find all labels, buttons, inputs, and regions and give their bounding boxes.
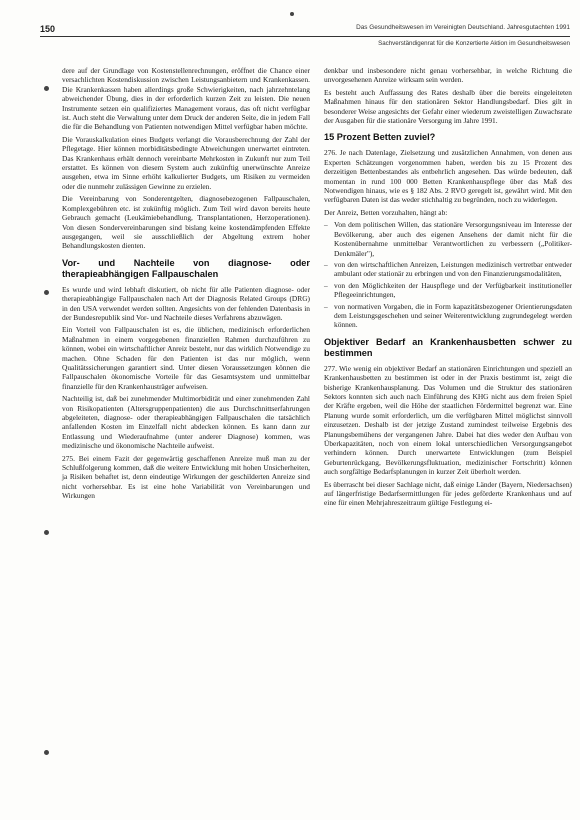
paragraph: Es besteht auch Auffassung des Rates deshalb über die bereits eingeleiteten Maßnahmen hinaus für den stationären Sektor Handlungsbedarf. Dies gilt in besonderer Weise angesichts der Gefahr einer wiederum zweistelligen Zuwachsrate der Ausgaben für die stationäre Versorgung im Jahre 1991. — [324, 87, 572, 126]
punch-hole-mark — [44, 86, 49, 91]
list-item: – von den wirtschaftlichen Anreizen, Leistungen medizinisch vertretbar entweder ambulant oder stationär zu erbringen und von den Finanzierungsmodalitäten, — [324, 260, 572, 279]
paragraph: denkbar und insbesondere nicht genau vorhersehbar, in welche Richtung die unvorgesehenen Anreize wirksam sein werden. — [324, 66, 572, 85]
punch-hole-mark — [44, 530, 49, 535]
list-item: – von den Möglichkeiten der Hauspflege und der Verfügbarkeit institutioneller Pflegeeinrichtungen, — [324, 281, 572, 300]
section-label: Sachverständigenrat für die Konzertierte Aktion im Gesundheitswesen — [378, 40, 570, 47]
bullet-list — [324, 220, 572, 329]
paragraph: Es wurde und wird lebhaft diskutiert, ob nicht für alle Patienten diagnose- oder therapieabhängige Fallpauschalen nach Art der Diagnosis Related Groups (DRG) in den USA verwendet werden sollten. Angesichts von der fehlenden Datenbasis in der Bundesrepublik sind Vor- und Nachteile dieses Verfahrens abzuwägen. — [62, 284, 310, 322]
paragraph: Ein Vorteil von Fallpauschalen ist es, die üblichen, medizinisch erforderlichen Maßnahmen in einem vorgegebenen finanziellen Rahmen durchzuführen zu können, wobei ein wirtschaftlicher Anreiz besteht, nur das wirklich Notwendige zu machen. Ohne Schaden für den Patienten ist das nur möglich, wenn Qualitätssicherungen garantiert sind. Unter diesen Voraussetzungen können die Fallpauschalen ökonomische Vorteile für das Gesamtsystem und unmittelbar finanzielle für den Krankenhausträger aufweisen. — [62, 325, 310, 391]
section-heading: Objektiver Bedarf an Krankenhausbetten schwer zu bestimmen — [324, 336, 572, 358]
list-item: – Von dem politischen Willen, das stationäre Versorgungsniveau im Interesse der Bevölkerung, aber auch des eigenen Ansehens der damit nicht für die Kostenübernahme unmittelbar Verantwortlichen zu verbessern („Politiker-Denkmäler"), — [324, 220, 572, 258]
header-rule — [40, 36, 570, 37]
page-header — [40, 26, 570, 52]
punch-hole-mark — [44, 750, 49, 755]
section-heading: 15 Prozent Betten zuviel? — [324, 132, 436, 143]
paragraph: Es überrascht bei dieser Sachlage nicht, daß einige Länder (Bayern, Niedersachsen) auf längerfristige Bedarfsermittlungen für jedes geförderte Krankenhaus und auf eine für einen Mehrjahreszeitraum gültige Festlegung ei- — [324, 479, 572, 508]
right-column — [324, 66, 572, 511]
scan-dot — [290, 12, 294, 16]
punch-hole-mark — [44, 290, 49, 295]
paragraph: 276. Je nach Datenlage, Zielsetzung und zusätzlichen Annahmen, von denen aus Experten Schätzungen vorgenommen haben, werden bis zu 15 Prozent des derzeitigen Bettenbestandes als entbehrlich angesehen. Das würde bedeuten, daß momentan in rund 100 000 Betten Krankenhauspflege über das Maß des Notwendigen hinaus, wie es § 182 Abs. 2 RVO geregelt ist, gewährt wird. Mit den verfügbaren Daten ist das weder stichhaltig zu begründen, noch zu widerlegen. — [324, 148, 572, 205]
paragraph: Nachteilig ist, daß bei zunehmender Multimorbidität und einer zunehmenden Zahl von Risikopatienten (Altersgruppenpatienten) die aus Durchschnittserfahrungen abgeleiteten, diagnose- oder therapieabhängigen Fallpauschalen die tatsächlich anfallenden Kosten im Einzelfall nicht abdecken können. Es kann dann zur Entlassung und Wiederaufnahme (unter anderer Diagnose) kommen, was medizinische und ökonomische Nachteile aufweist. — [62, 394, 310, 451]
paragraph: Die Vorauskalkulation eines Budgets verlangt die Vorausberechnung der Zahl der Pflegetage. Hier können morbiditätsbedingte Abweichungen unerwartet eintreten. Das Krankenhaus erhält dennoch vereinbarte Mehrkosten in Zukunft nur zum Teil erstattet. Es können von diesem System auch zukünftig unerwünschte Anreize ausgehen, etwa im Sinne erhöht kalkulierter Budgets, um Risiken zu vermeiden oder die nunmehr zulässigen Gewinne zu erzielen. — [62, 134, 310, 191]
section-heading: Vor- und Nachteile von diagnose- oder therapieabhängigen Fallpauschalen — [62, 257, 310, 279]
paragraph: Der Anreiz, Betten vorzuhalten, hängt ab: — [324, 207, 448, 217]
paragraph: dere auf der Grundlage von Kostenstellenrechnungen, eröffnet die Chance einer versachlichten Kostendiskussion zwischen Leistungsanbietern und Krankenkassen. Die Krankenkassen haben allerdings große Schwierigkeiten, nach jahrzehntelang abweichender Übung, dies in der erforderlich kurzen Zeit zu leisten. Die neuen Instrumente setzen ein qualifiziertes Management voraus, das oft nicht verfügbar ist. Auch steht die Verwaltung unter dem Druck der anderen Seite, die in jedem Fall die für die Behandlung von Patienten notwendigen Mittel verfügbar haben möchte. — [62, 66, 310, 132]
paragraph: Die Vereinbarung von Sonderentgelten, diagnosebezogenen Fallpauschalen, Komplexgebühren etc. ist zukünftig möglich. Zum Teil wird davon bereits heute Gebrauch gemacht (Leukämiebehandlung, Transplantationen, Herzoperationen). Von diesen Sondervereinbarungen sind bislang keine kostendämpfenden Effekte ausgegangen, weil sie ausschließlich der Abgeltung extrem hoher Behandlungskosten dienten. — [62, 194, 310, 251]
paragraph: 277. Wie wenig ein objektiver Bedarf an stationären Einrichtungen und speziell an Krankenhausbetten zu bestimmen ist oder in der Praxis bestimmt ist, zeigt die bisherige Krankenhausplanung. Das Volumen und die Struktur des stationären Sektors konnten sich auch nach Einführung des KHG nicht aus dem freien Spiel der Kräfte ergeben, weil die Höhe der staatlichen Fördermittel begrenzt war. Eine Planung wurde somit erforderlich, um die verfügbaren Mittel möglichst sinnvoll einzusetzen. Deshalb ist der jetzige Zustand zumindest teilweise Ergebnis des Planungsbemühens der vergangenen Jahre. Dabei hat dies weder den Aufbau von Überkapazitäten, noch von einem lokal unterschiedlichen Versorgungsangebot verhindern können. Durch unerwartete Entwicklungen (zum Beispiel Geburtenrückgang, Bevölkerungsfluktuation, medizinischer Fortschritt) können auch sorgfältige Bedarfsplanungen in kurzer Zeit überholt werden. — [324, 363, 572, 477]
page-number: 150 — [40, 24, 56, 34]
left-column — [62, 66, 310, 504]
running-head: Das Gesundheitswesen im Vereinigten Deutschland. Jahresgutachten 1991 — [356, 24, 570, 31]
list-item: – von normativen Vorgaben, die in Form kapazitätsbezogener Orientierungsdaten dem Leistungsgeschehen und seiner Weiterentwicklung zugrundegelegt werden können. — [324, 302, 572, 330]
paragraph: 275. Bei einem Fazit der gegenwärtig geschaffenen Anreize muß man zu der Schlußfolgerung kommen, daß die weitere Entwicklung mit hohen Unsicherheiten, ja Risiken behaftet ist, denn eindeutige Wirkungen der geschilderten Anreize sind nicht vorhersehbar. Es ist eine hohe Variabilität von Vereinbarungen und Wirkungen — [62, 453, 310, 501]
